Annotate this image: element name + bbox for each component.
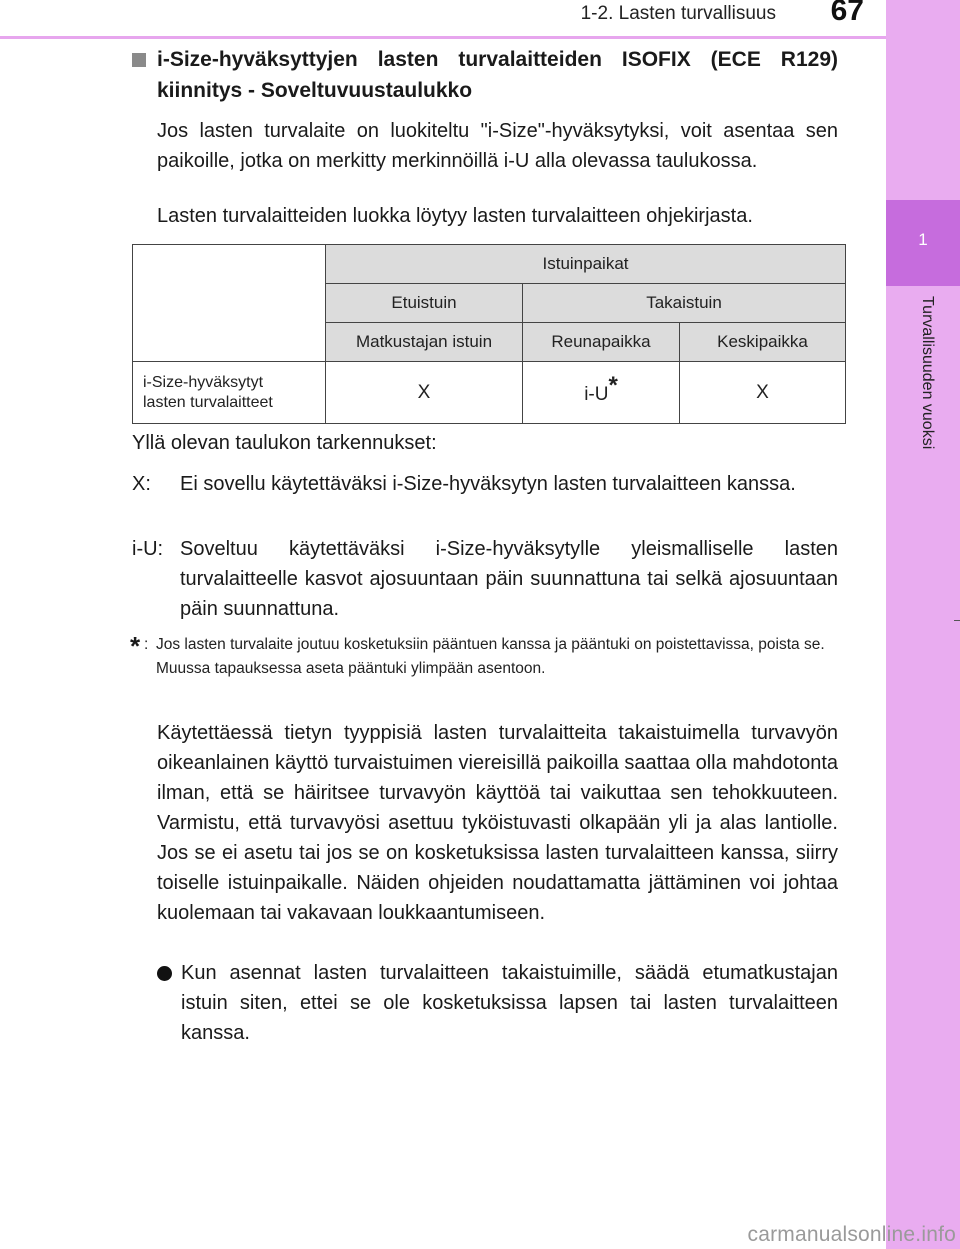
section-title: 1-2. Lasten turvallisuus [580,3,776,24]
cell-outer-value: i-U* [523,362,680,424]
header-seating-positions: Istuinpaikat [326,245,846,284]
note-iu-label: i-U: [132,538,164,560]
cell-passenger-value: X [326,362,523,424]
header-front-seat: Etuistuin [326,284,523,323]
asterisk-mark: * [608,371,618,399]
bullet-text: Kun asennat lasten turvalaitteen takaistuimille, säädä etumatkustajan istuin siten, ettei se ole kosketuksissa lapsen tai lasten turvalaitteen kanssa. [181,962,838,1044]
table-corner-cell [133,245,326,362]
round-bullet-icon [157,966,172,981]
note-x-text: Ei sovellu käytettäväksi i-Size-hyväksytyn lasten turvalaitteen kanssa. [180,473,796,495]
page-header [0,0,886,36]
footnote-colon: : [144,636,149,653]
header-rear-seat: Takaistuin [523,284,846,323]
warning-paragraph: Käytettäessä tietyn tyyppisiä lasten turvalaitteita takaistuimella turvavyön oikeanlainen käyttö turvaistuimen viereisillä paikoilla saattaa olla mahdotonta ilman, että se häiritsee turvavyön käyttöä tai vaikuttaa sen tehokkuuteen. Varmistu, että turvavyösi asettuu tyköistuvasti olkapään yli ja alas lantiolle. Jos se ei asetu tai jos se on kosketuksissa lasten turvalaitteen kanssa, siirry toiselle istuinpaikalle. Näiden ohjeiden noudattamatta jättäminen voi johtaa kuolemaan tai vakavaan loukkaantumiseen. [157,722,838,924]
header-divider [0,36,886,39]
chapter-number: 1 [918,230,928,249]
footnote-asterisk: * [130,631,141,661]
heading-text: i-Size-hyväksyttyjen lasten turvalaitteiden ISOFIX (ECE R129) kiinnitys - Soveltuvuustaulukko [157,48,838,102]
page-number: 67 [830,0,864,27]
suitability-table [132,244,846,424]
intro-class-note: Lasten turvalaitteiden luokka löytyy lasten turvalaitteen ohjekirjasta. [157,205,753,227]
square-bullet-icon [132,53,146,67]
side-tick [954,620,960,621]
section-heading [132,44,838,106]
header-passenger-seat: Matkustajan istuin [326,323,523,362]
intro-paragraph: Jos lasten turvalaite on luokiteltu "i-Size"-hyväksytyksi, voit asentaa sen paikoille, jotka on merkitty merkinnöillä i-U alla olevassa taulukossa. [157,120,838,172]
notes-intro: Yllä olevan taulukon tarkennukset: [132,432,437,454]
cell-center-value: X [680,362,846,424]
row-label-isize: i-Size-hyväksytyt lasten turvalaitteet [133,362,326,424]
chapter-label: Turvallisuuden vuoksi [919,296,936,450]
note-iu-text: Soveltuu käytettäväksi i-Size-hyväksytylle yleismalliselle lasten turvalaitteelle kasvot ajosuuntaan päin suunnattuna tai selkä ajosuuntaan päin suunnattuna. [180,538,838,620]
watermark: carmanualsonline.info [747,1223,956,1246]
footnote-text: Jos lasten turvalaite joutuu kosketuksiin pääntuen kanssa ja pääntuki on poistettavissa, poista se. Muussa tapauksessa aseta pääntuki ylimpään asentoon. [156,636,825,677]
header-outer-position: Reunapaikka [523,323,680,362]
header-center-position: Keskipaikka [680,323,846,362]
note-x-label: X: [132,473,151,495]
chapter-side-tab [886,0,960,1249]
